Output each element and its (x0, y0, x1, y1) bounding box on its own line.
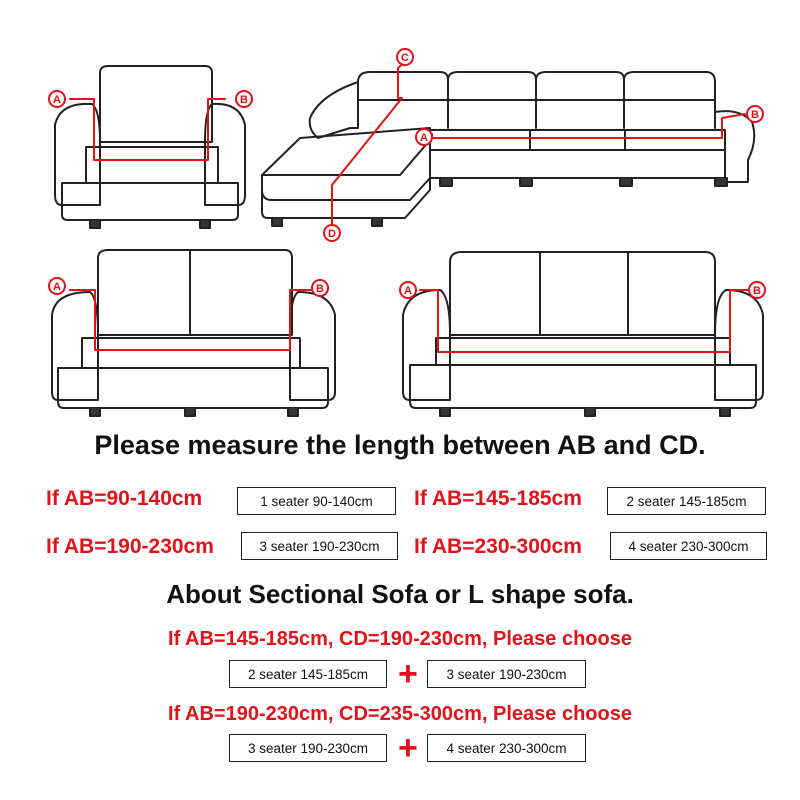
sectional-heading: About Sectional Sofa or L shape sofa. (166, 579, 634, 609)
marker-b-label: B (753, 285, 761, 297)
armchair-diagram (55, 66, 245, 228)
sectional-condition-2: If AB=190-230cm, CD=235-300cm, Please choose (168, 703, 632, 725)
sectional-option-1-second: 3 seater 190-230cm (427, 660, 586, 688)
size-condition-1: If AB=90-140cm (46, 487, 203, 510)
marker-d-label: D (328, 228, 336, 240)
marker-a-label: A (53, 94, 61, 106)
marker-b-label: B (316, 283, 324, 295)
measure-heading: Please measure the length between AB and CD. (94, 430, 706, 460)
size-condition-4: If AB=230-300cm (414, 535, 582, 558)
size-option-4: 4 seater 230-300cm (610, 532, 767, 560)
marker-c-label: C (401, 52, 409, 64)
marker-a-label: A (404, 285, 412, 297)
marker-b-label: B (751, 109, 759, 121)
marker-b-label: B (240, 94, 248, 106)
size-option-1: 1 seater 90-140cm (237, 487, 396, 515)
marker-a-label: A (53, 281, 61, 293)
size-option-2: 2 seater 145-185cm (607, 487, 766, 515)
plus-icon: + (398, 729, 418, 767)
three-seater-diagram (403, 252, 763, 416)
sectional-option-1-first: 2 seater 145-185cm (229, 660, 387, 688)
size-option-3: 3 seater 190-230cm (241, 532, 398, 560)
plus-icon: + (398, 655, 418, 693)
size-condition-2: If AB=145-185cm (414, 487, 582, 510)
sectional-sofa-diagram (262, 62, 754, 226)
size-condition-3: If AB=190-230cm (46, 535, 214, 558)
sectional-option-2-first: 3 seater 190-230cm (229, 734, 387, 762)
sectional-option-2-second: 4 seater 230-300cm (427, 734, 586, 762)
sectional-condition-1: If AB=145-185cm, CD=190-230cm, Please choose (168, 628, 632, 650)
marker-a-label: A (420, 132, 428, 144)
loveseat-diagram (52, 250, 335, 416)
